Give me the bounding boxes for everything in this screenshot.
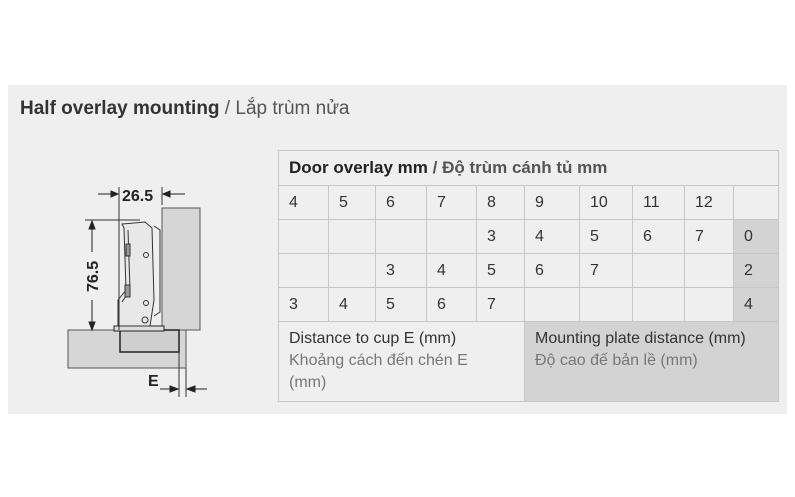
overlay-cell: 9	[525, 186, 580, 220]
e-cell	[633, 254, 685, 288]
e-cell: 7	[580, 254, 633, 288]
e-cell	[525, 288, 580, 322]
e-cell: 3	[477, 220, 525, 254]
e-cell: 3	[376, 254, 427, 288]
e-cell	[427, 220, 477, 254]
e-cell: 6	[427, 288, 477, 322]
overlay-cell: 5	[329, 186, 376, 220]
table-row	[279, 254, 779, 288]
e-cell: 6	[633, 220, 685, 254]
e-cell: 7	[477, 288, 525, 322]
overlay-cell: 10	[580, 186, 633, 220]
table-row	[279, 288, 779, 322]
height-dimension-label: 76.5	[85, 260, 102, 292]
plate-distance-legend	[525, 322, 779, 402]
e-cell	[329, 254, 376, 288]
overlay-cell: 11	[633, 186, 685, 220]
plate-cell: 2	[734, 254, 779, 288]
overlay-cell	[734, 186, 779, 220]
e-dimension-label: E	[148, 373, 159, 390]
width-dimension-label: 26.5	[122, 188, 154, 205]
plate-cell: 0	[734, 220, 779, 254]
overlay-row	[279, 186, 779, 220]
plate-cell: 4	[734, 288, 779, 322]
e-cell	[279, 254, 329, 288]
plate-distance-label-vi: Độ cao đế bản lề (mm)	[535, 352, 698, 369]
door-panel	[162, 208, 200, 330]
e-cell: 4	[525, 220, 580, 254]
e-cell: 4	[427, 254, 477, 288]
footer-row	[279, 322, 779, 402]
e-cell	[633, 288, 685, 322]
overlay-cell: 12	[685, 186, 734, 220]
hinge-cup	[120, 330, 179, 352]
e-cell: 5	[477, 254, 525, 288]
e-cell	[685, 254, 734, 288]
table-header: Door overlay mm / Độ trùm cánh tủ mm	[279, 151, 779, 186]
e-cell	[580, 288, 633, 322]
e-cell: 5	[376, 288, 427, 322]
e-cell: 3	[279, 288, 329, 322]
overlay-table	[278, 150, 779, 402]
e-cell: 5	[580, 220, 633, 254]
section-title: Half overlay mounting / Lắp trùm nửa	[20, 98, 350, 119]
overlay-cell: 4	[279, 186, 329, 220]
e-cell	[376, 220, 427, 254]
e-cell	[685, 288, 734, 322]
overlay-cell: 8	[477, 186, 525, 220]
e-cell: 7	[685, 220, 734, 254]
cup-distance-label-vi: Khoảng cách đến chén E (mm)	[289, 352, 468, 391]
cup-distance-label-en: Distance to cup E (mm)	[289, 330, 457, 347]
overlay-cell: 6	[376, 186, 427, 220]
e-cell: 4	[329, 288, 376, 322]
plate-distance-label-en: Mounting plate distance (mm)	[535, 330, 746, 347]
e-cell	[279, 220, 329, 254]
overlay-cell: 7	[427, 186, 477, 220]
e-cell	[329, 220, 376, 254]
table-row	[279, 220, 779, 254]
e-cell: 6	[525, 254, 580, 288]
cup-distance-legend	[279, 322, 525, 402]
